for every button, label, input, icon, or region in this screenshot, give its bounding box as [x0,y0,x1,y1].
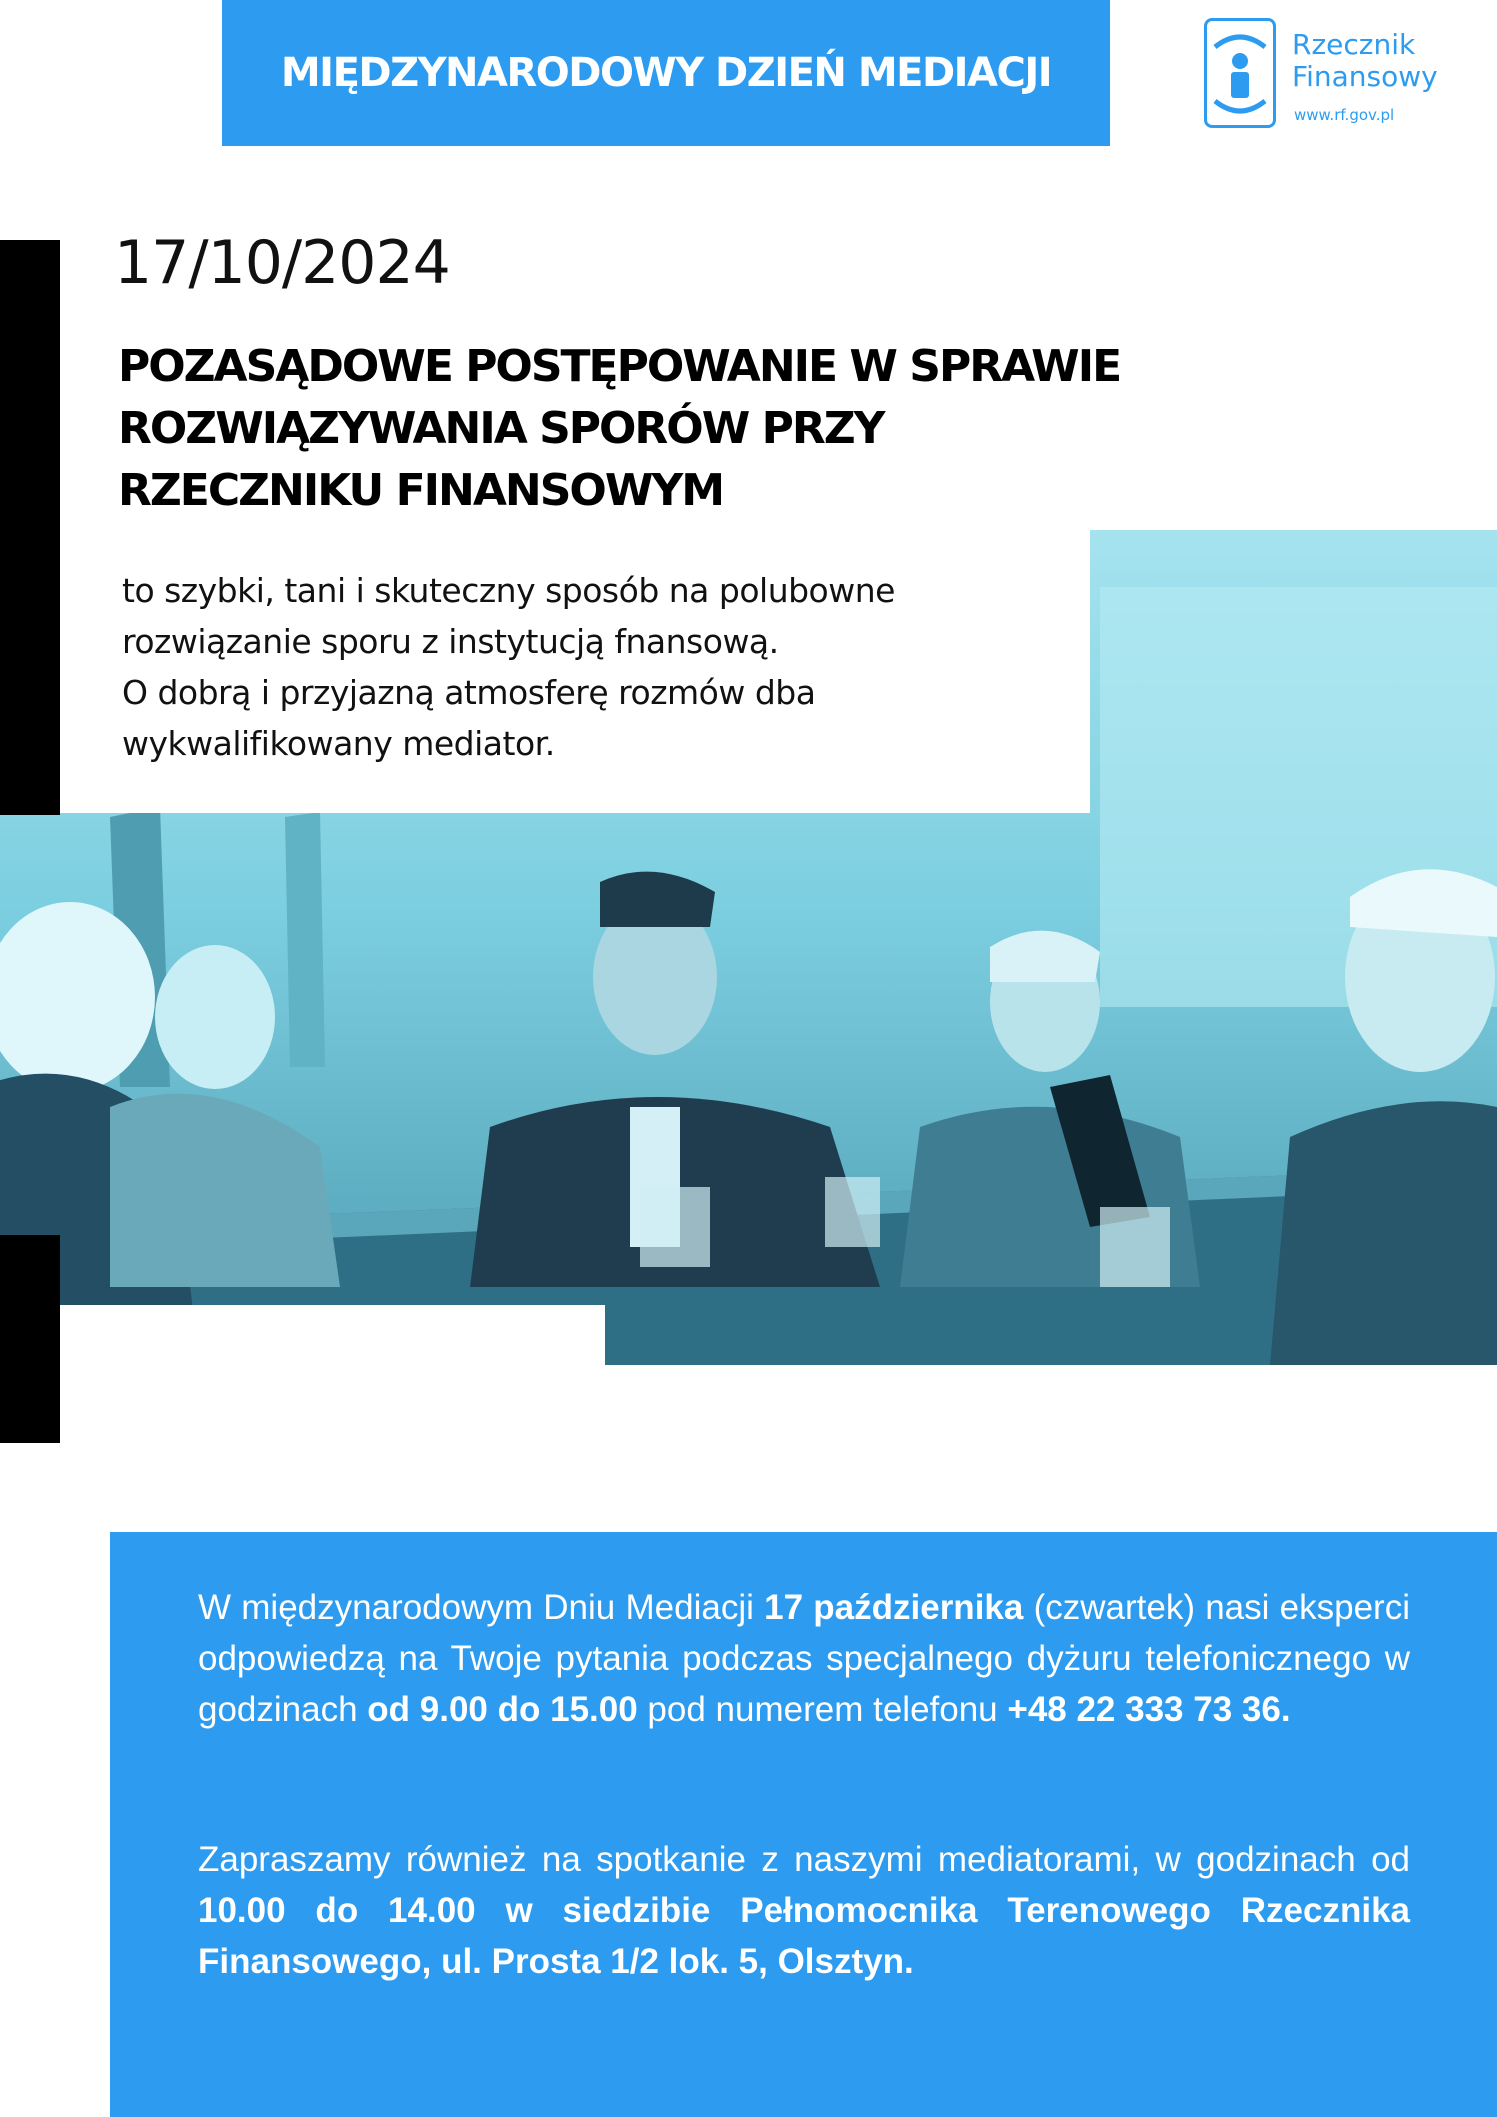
intro-line2: rozwiązanie sporu z instytucją fnansową. [122,622,779,661]
event-date: 17/10/2024 [114,228,450,298]
heading-line1: POZASĄDOWE POSTĘPOWANIE W SPRAWIE [118,341,1121,392]
logo-name-line2: Finansowy [1292,60,1438,93]
p2-text-a: Zapraszamy również na spotkanie z naszymi mediatorami, w godzinach od [198,1840,1410,1879]
logo-name-line1: Rzecznik [1292,28,1416,61]
logo-emblem-icon [1204,18,1276,128]
intro-line4: wykwalifikowany mediator. [122,724,555,763]
photo-mask-bottom-left [0,1305,605,1365]
info-paragraph-meeting [198,1834,1410,1987]
intro-line1: to szybki, tani i skuteczny sposób na polubowne [122,571,895,610]
banner-title: MIĘDZYNARODOWY DZIEŃ MEDIACJI [280,50,1052,96]
p1-text-c: (czwartek) nasi eksperci odpowiedzą na Twoje pytania podczas specjalnego dyżuru telefonicznego w godzinach [198,1588,1410,1729]
info-box [110,1532,1497,2117]
intro-line3: O dobrą i przyjazną atmosferę rozmów dba [122,673,816,712]
heading-line3: RZECZNIKU FINANSOWYM [118,465,724,516]
photo-mask-edge [1090,527,1497,530]
p1-text-a: W międzynarodowym Dniu Mediacji [198,1588,765,1627]
heading-line2: ROZWIĄZYWANIA SPORÓW PRZY [118,403,884,454]
intro-text [122,565,1082,769]
p1-hours-bold: od 9.00 do 15.00 [367,1690,638,1729]
phone-number[interactable]: +48 22 333 73 36. [1007,1690,1291,1729]
page-heading [118,336,1121,522]
info-paragraph-hotline [198,1582,1410,1735]
p1-date-bold: 17 października [764,1588,1024,1627]
p1-text-e: pod numerem telefonu [637,1690,1008,1729]
side-bar-bottom [0,1235,60,1443]
side-bar-top [0,240,60,815]
logo-url[interactable]: www.rf.gov.pl [1294,106,1395,124]
header-banner [222,0,1110,146]
p2-location-bold: 10.00 do 14.00 w siedzibie Pełnomocnika Terenowego Rzecznika Finansowego, ul. Prosta 1/2 lok. 5, Olsztyn. [198,1891,1410,1981]
rzecznik-logo[interactable] [1200,18,1460,130]
